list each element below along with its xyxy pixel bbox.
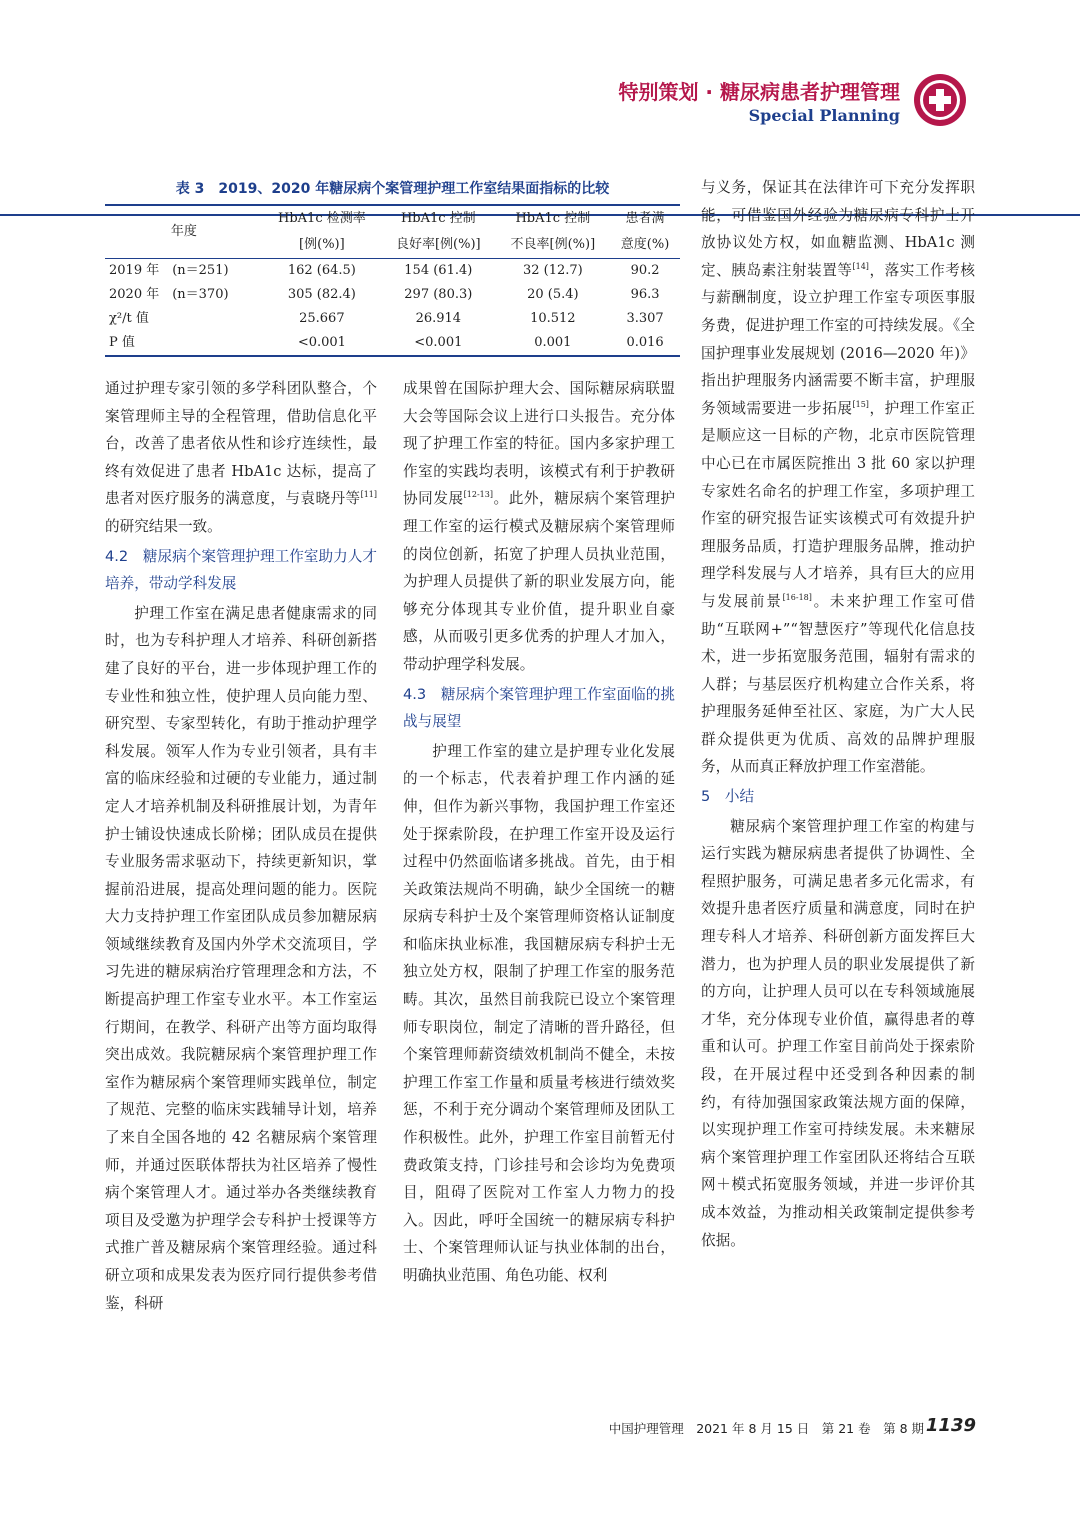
text-run: ，落实工作考核与薪酬制度，设立护理工作室专项医事服务费，促进护理工作室的可持续发展。《全国护理事业发展规划 (2016—2020 年)》指出护理服务内涵需要不断丰富，护理服务领域需要进一步拓展 <box>701 261 975 417</box>
citation: [15] <box>852 399 869 409</box>
text-run: 成果曾在国际护理大会、国际糖尿病联盟大会等国际会议上进行口头报告。充分体现了护理工作室的特征。国内多家护理工作室的实践均表明，该模式有利于护教研协同发展 <box>403 380 675 508</box>
table-cell: 25.667 <box>299 311 345 326</box>
table-caption: 表 3 2019、2020 年糖尿病个案管理护理工作室结果面指标的比较 <box>175 181 610 197</box>
text-run: 。此外，糖尿病个案管理护理工作室的运行模式及糖尿病个案管理师的岗位创新，拓宽了护理人员执业范围，为护理人员提供了新的职业发展方向，能够充分体现其专业价值，提升职业自豪感，从而吸引更多优秀的护理人才加入，带动护理学科发展。 <box>403 490 675 673</box>
hospital-cross-logo-icon <box>912 72 968 128</box>
header-poor-control: HbA1c 控制 <box>496 205 611 232</box>
table-cell: <0.001 <box>381 331 496 356</box>
text-column-3 <box>701 174 975 1254</box>
journal-info: 中国护理管理 2021 年 8 月 15 日 第 21 卷 第 8 期 <box>608 1421 924 1436</box>
section-title-cn: 特别策划 · 糖尿病患者护理管理 <box>618 80 900 104</box>
table-cell: χ²/t 值 <box>109 311 149 326</box>
text-run: 的研究结果一致。 <box>105 517 222 535</box>
section-heading-4-3: 4.3 糖尿病个案管理护理工作室面临的挑战与展望 <box>403 685 675 731</box>
paragraph <box>701 174 975 781</box>
table-cell: 154 (61.4) <box>381 259 496 284</box>
header-detect-rate: HbA1c 检测率 <box>263 205 381 232</box>
results-table <box>105 178 680 357</box>
page-number: 1139 <box>925 1415 976 1436</box>
text-run: 通过护理专家引领的多学科团队整合，个案管理师主导的全程管理，借助信息化平台，改善了患者依从性和诊疗连续性，最终有效促进了患者 HbA1c 达标，提高了患者对医疗服务的满意度，与袁晓丹等 <box>105 380 377 508</box>
section-heading-5: 5 小结 <box>701 788 755 806</box>
text-column-1 <box>105 375 377 1317</box>
header-year: 年度 <box>105 205 263 259</box>
header-poor-control-unit: 不良率[例(%)] <box>510 237 596 252</box>
citation: [14] <box>852 261 869 271</box>
page-footer <box>0 1415 1080 1445</box>
text-run: ，护理工作室正是顺应这一目标的产物，北京市医院管理中心已在市属医院推出 3 批 60 家以护理专家姓名命名的护理工作室，多项护理工作室的研究报告证实该模式可有效提升护理服务品质，打造护理服务品牌，推动护理学科发展与人才培养，具有巨大的应用与发展前景 <box>701 399 975 610</box>
data-table <box>105 204 680 357</box>
table-cell: 2020 年 (n＝370) <box>109 287 229 302</box>
section-title-en: Special Planning <box>748 106 900 125</box>
citation: [11] <box>360 490 377 500</box>
table-cell: 26.914 <box>415 311 462 326</box>
citation: [12-13] <box>463 490 493 500</box>
text-column-2 <box>403 375 675 1290</box>
table-cell: P 值 <box>105 331 263 356</box>
table-cell: 3.307 <box>626 311 664 326</box>
text-run: 。未来护理工作室可借助“互联网+”“智慧医疗”等现代化信息技术，进一步拓宽服务范围，辐射有需求的人群；与基层医疗机构建立合作关系，将护理服务延伸至社区、家庭，为广大人民群众提供更为优质、高效的品牌护理服务，从而真正释放护理工作室潜能。 <box>701 592 975 776</box>
table-cell: 0.016 <box>610 331 680 356</box>
table-row <box>105 259 680 284</box>
table-cell: 32 (12.7) <box>496 259 611 284</box>
paragraph: 护理工作室的建立是护理专业化发展的一个标志，代表着护理工作内涵的延伸，但作为新兴事物，我国护理工作室还处于探索阶段，在护理工作室开设及运行过程中仍然面临诸多挑战。首先，由于相关政策法规尚不明确，缺少全国统一的糖尿病专科护士及个案管理师资格认证制度和临床执业标准，我国糖尿病专科护士无独立处方权，限制了护理工作室的服务范畴。其次，虽然目前我院已设立个案管理师专职岗位，制定了清晰的晋升路径，但个案管理师薪资绩效机制尚不健全，未按护理工作室工作量和质量考核进行绩效奖惩，不利于充分调动个案管理师及团队工作积极性。此外，护理工作室目前暂无付费政策支持，门诊挂号和会诊均为免费项目，阻碍了医院对工作室人力物力的投入。因此，呼吁全国统一的糖尿病专科护士、个案管理师认证与执业体制的出台，明确执业范围、角色功能、权利 <box>403 742 675 1284</box>
header-detect-rate-unit: [例(%)] <box>299 237 345 252</box>
table-cell: 96.3 <box>630 287 660 302</box>
paragraph: 护理工作室在满足患者健康需求的同时，也为专科护理人才培养、科研创新搭建了良好的平台，进一步体现护理工作的专业性和独立性，使护理人员向能力型、研究型、专家型转化，有助于推动护理学科发展。领军人作为专业引领者，具有丰富的临床经验和过硬的专业能力，通过制定人才培养机制及科研推展计划，为青年护士铺设快速成长阶梯；团队成员在提供专业服务需求驱动下，持续更新知识，掌握前沿进展，提高处理问题的能力。医院大力支持护理工作室团队成员参加糖尿病领域继续教育及国内外学术交流项目，学习先进的糖尿病治疗管理理念和方法，不断提高护理工作室专业水平。本工作室运行期间，在教学、科研产出等方面均取得突出成效。我院糖尿病个案管理护理工作室作为糖尿病个案管理师实践单位，制定了规范、完整的临床实践辅导计划，培养了来自全国各地的 42 名糖尿病个案管理师，并通过医联体帮扶为社区培养了慢性病个案管理人才。通过举办各类继续教育项目及受邀为护理学会专科护士授课等方式推广普及糖尿病个案管理经验。通过科研立项和成果发表为医疗同行提供参考借鉴，科研 <box>105 604 377 1312</box>
paragraph <box>403 375 675 679</box>
table-row <box>105 331 680 356</box>
paragraph: 糖尿病个案管理护理工作室的构建与运行实践为糖尿病患者提供了协调性、全程照护服务，可满足患者多元化需求，有效提升患者医疗质量和满意度，同时在护理专科人才培养、科研创新方面发挥巨大潜力，也为护理人员的职业发展提供了新的方向，让护理人员可以在专科领域施展才华，充分体现专业价值，赢得患者的尊重和认可。护理工作室目前尚处于探索阶段，在开展过程中还受到各种因素的制约，有待加强国家政策法规方面的保障，以实现护理工作室可持续发展。未来糖尿病个案管理护理工作室团队还将结合互联网＋模式拓宽服务领域，并进一步评价其成本效益，为推动相关政策制定提供参考依据。 <box>701 817 975 1249</box>
table-cell: 297 (80.3) <box>404 287 473 302</box>
header-satisfaction: 患者满 <box>610 205 680 232</box>
table-cell: 20 (5.4) <box>527 287 579 302</box>
table-cell: 90.2 <box>610 259 680 284</box>
table-cell: 2019 年 (n＝251) <box>105 259 263 284</box>
text-run: 与义务，保证其在法律许可下充分发挥职能，可借鉴国外经验为糖尿病专科护士开放协议处方权，如血糖监测、HbA1c 测定、胰岛素注射装置等 <box>701 179 975 279</box>
header-good-control-unit: 良好率[例(%)] <box>395 237 481 252</box>
table-cell: 0.001 <box>496 331 611 356</box>
section-heading-4-2: 4.2 糖尿病个案管理护理工作室助力人才培养，带动学科发展 <box>105 547 377 593</box>
table-row <box>105 283 680 307</box>
table-row <box>105 307 680 331</box>
table-cell: 305 (82.4) <box>287 287 356 302</box>
page-header <box>0 70 1080 150</box>
header-satisfaction-unit: 意度(%) <box>620 237 670 252</box>
table-cell: 10.512 <box>530 311 576 326</box>
header-good-control: HbA1c 控制 <box>381 205 496 232</box>
paragraph <box>105 375 377 541</box>
table-cell: <0.001 <box>263 331 381 356</box>
citation: [16-18] <box>782 593 812 603</box>
table-cell: 162 (64.5) <box>263 259 381 284</box>
